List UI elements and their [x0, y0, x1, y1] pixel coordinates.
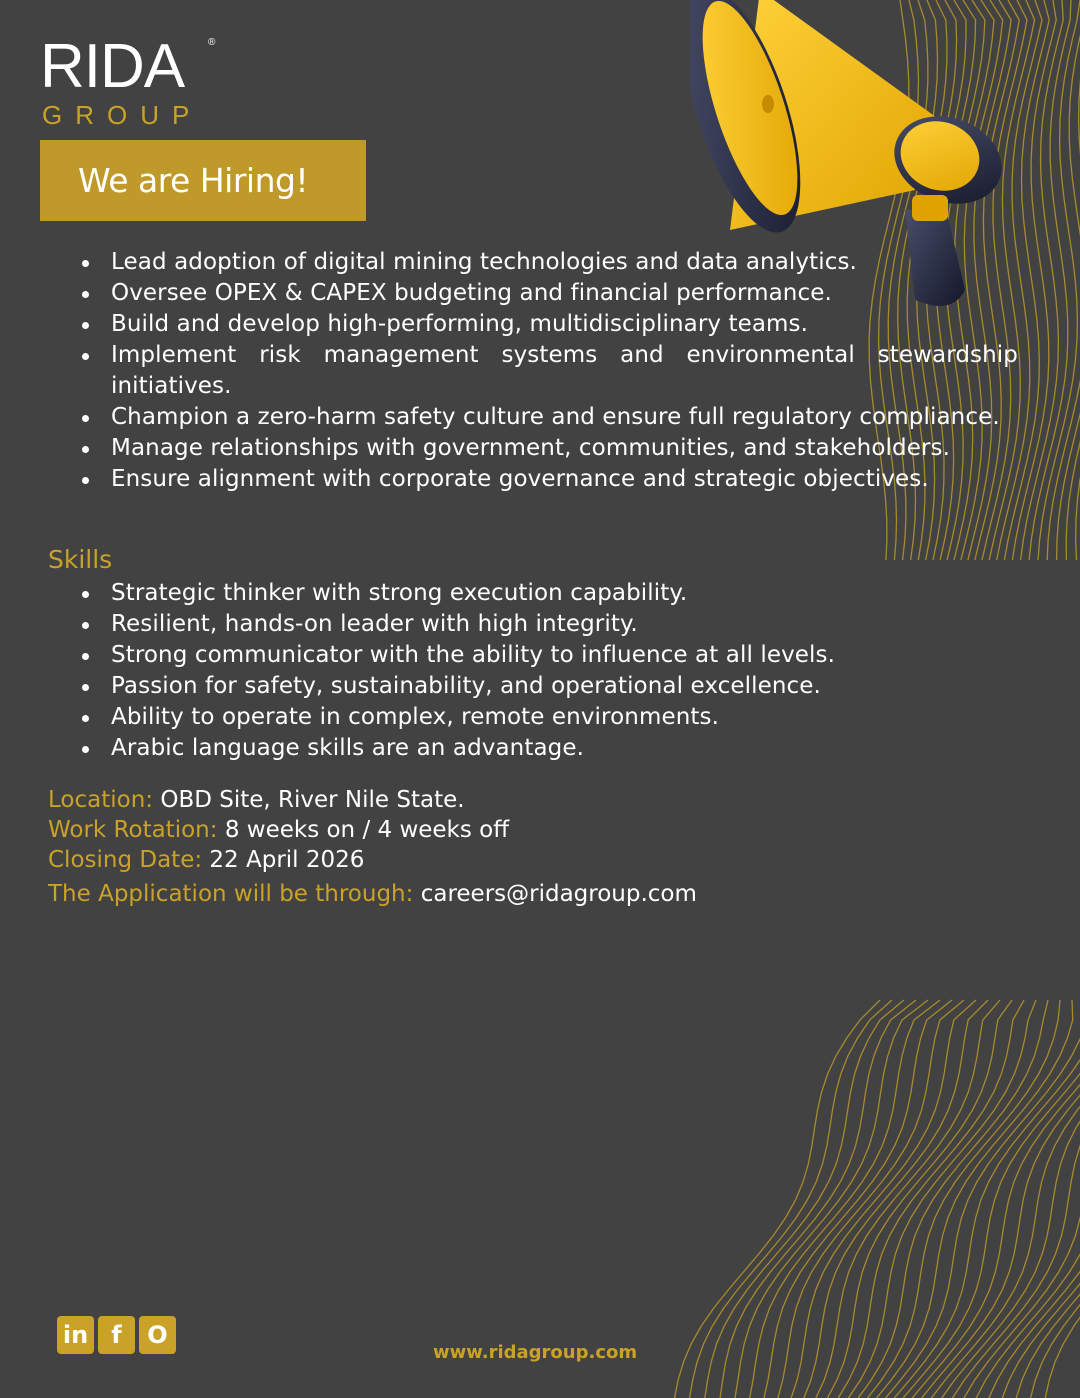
- list-item: Implement risk management systems and environmental stewardship initiatives.: [78, 340, 1018, 402]
- wave-line: [1066, 0, 1080, 560]
- list-item: Manage relationships with government, communities, and stakeholders.: [78, 433, 1018, 464]
- closing-date-label: Closing Date:: [48, 847, 203, 873]
- list-item: Champion a zero-harm safety culture and ensure full regulatory compliance.: [78, 402, 1018, 433]
- website-link[interactable]: www.ridagroup.com: [433, 1342, 638, 1363]
- rotation-label: Work Rotation:: [48, 817, 218, 843]
- wave-line: [778, 1000, 964, 1398]
- list-item: Ability to operate in complex, remote environments.: [78, 702, 1018, 733]
- closing-date-line: [48, 845, 364, 875]
- closing-date-value: 22 April 2026: [209, 847, 365, 873]
- linkedin-icon[interactable]: in: [57, 1316, 94, 1354]
- wave-line: [750, 1000, 940, 1398]
- wave-line: [827, 1000, 1012, 1398]
- list-item: Resilient, hands-on leader with high integrity.: [78, 609, 1018, 640]
- list-item: Ensure alignment with corporate governance and strategic objectives.: [78, 464, 1018, 495]
- responsibilities-list: [78, 247, 1018, 495]
- rotation-value: 8 weeks on / 4 weeks off: [224, 817, 510, 843]
- hiring-banner: We are Hiring!: [40, 140, 366, 221]
- list-item: Lead adoption of digital mining technologies and data analytics.: [78, 247, 1018, 278]
- wave-line: [1029, 0, 1071, 560]
- wave-line: [942, 1000, 1080, 1398]
- facebook-icon[interactable]: f: [98, 1316, 135, 1354]
- wave-line: [868, 1000, 1061, 1398]
- location-line: [48, 785, 465, 815]
- rotation-line: [48, 815, 509, 845]
- wave-line: [1057, 0, 1080, 560]
- wave-line: [690, 1000, 892, 1398]
- application-line: [48, 879, 697, 909]
- wave-line: [1045, 1000, 1080, 1398]
- location-label: Location:: [48, 787, 154, 813]
- wave-line: [886, 1000, 1080, 1398]
- skills-heading: Skills: [48, 545, 113, 574]
- list-item: Passion for safety, sustainability, and operational excellence.: [78, 671, 1018, 702]
- skills-list: [78, 578, 1018, 764]
- logo-wordmark: RIDA ®: [40, 32, 215, 101]
- logo-subtitle: GROUP: [42, 100, 203, 130]
- company-logo: [40, 32, 215, 131]
- wave-line: [877, 1000, 1073, 1398]
- wave-line: [735, 1000, 928, 1398]
- application-email-link[interactable]: careers@ridagroup.com: [420, 881, 697, 907]
- wave-line: [764, 1000, 952, 1398]
- social-links: [57, 1316, 176, 1354]
- list-item: Arabic language skills are an advantage.: [78, 733, 1018, 764]
- list-item: Strategic thinker with strong execution capability.: [78, 578, 1018, 609]
- list-item: Oversee OPEX & CAPEX budgeting and financial performance.: [78, 278, 1018, 309]
- list-item: Strong communicator with the ability to influence at all levels.: [78, 640, 1018, 671]
- wave-line: [1076, 0, 1080, 560]
- application-label: The Application will be through:: [48, 881, 414, 907]
- location-value: OBD Site, River Nile State.: [160, 787, 465, 813]
- wave-line: [804, 1000, 988, 1398]
- list-item: Build and develop high-performing, multidisciplinary teams.: [78, 309, 1018, 340]
- wave-line: [816, 1000, 1000, 1398]
- instagram-icon[interactable]: O: [139, 1316, 176, 1354]
